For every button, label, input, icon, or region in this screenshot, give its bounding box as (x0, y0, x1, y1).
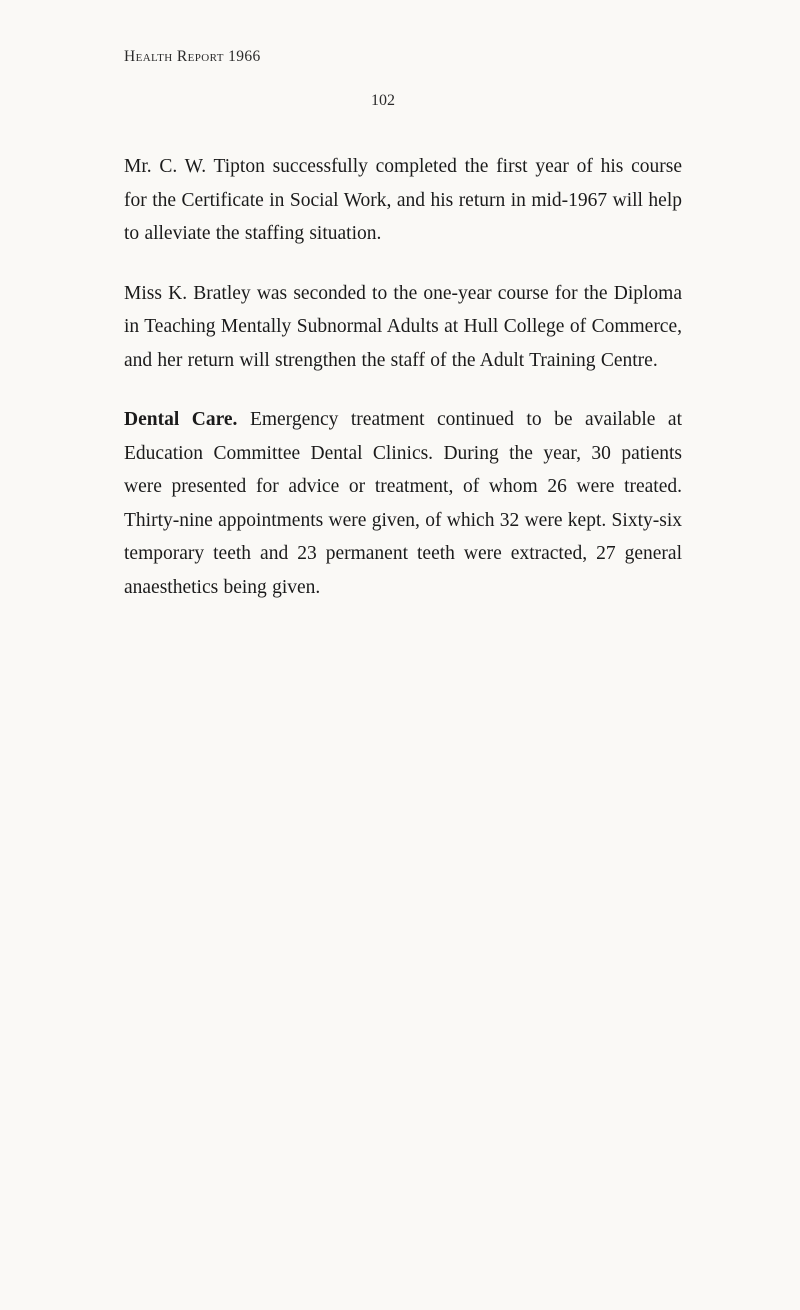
running-head: Health Report 1966 (124, 48, 261, 65)
paragraph-tipton: Mr. C. W. Tipton successfully completed the first year of his course for the Certificate in Social Work, and his return in mid-1967 will help to alleviate the staffing situation. (124, 156, 682, 245)
paragraph-dental-care (124, 403, 682, 604)
page-number: 102 (371, 92, 395, 109)
paragraph-dental-care-text: Emergency treatment continued to be available at Education Committee Dental Clinics. During the year, 30 patients were presented for advice or treatment, of whom 26 were treated. Thirty-nine appointments were given, of which 32 were kept. Sixty-six temporary teeth and 23 permanent teeth were extracted, 27 general anaesthetics being given. (124, 409, 682, 598)
paragraph-bratley: Miss K. Bratley was seconded to the one-year course for the Diploma in Teaching Mentally Subnormal Adults at Hull College of Commerce, and her return will strengthen the staff of the Adult Training Centre. (124, 282, 682, 371)
paragraph-lead-in: Dental Care. (124, 409, 238, 431)
